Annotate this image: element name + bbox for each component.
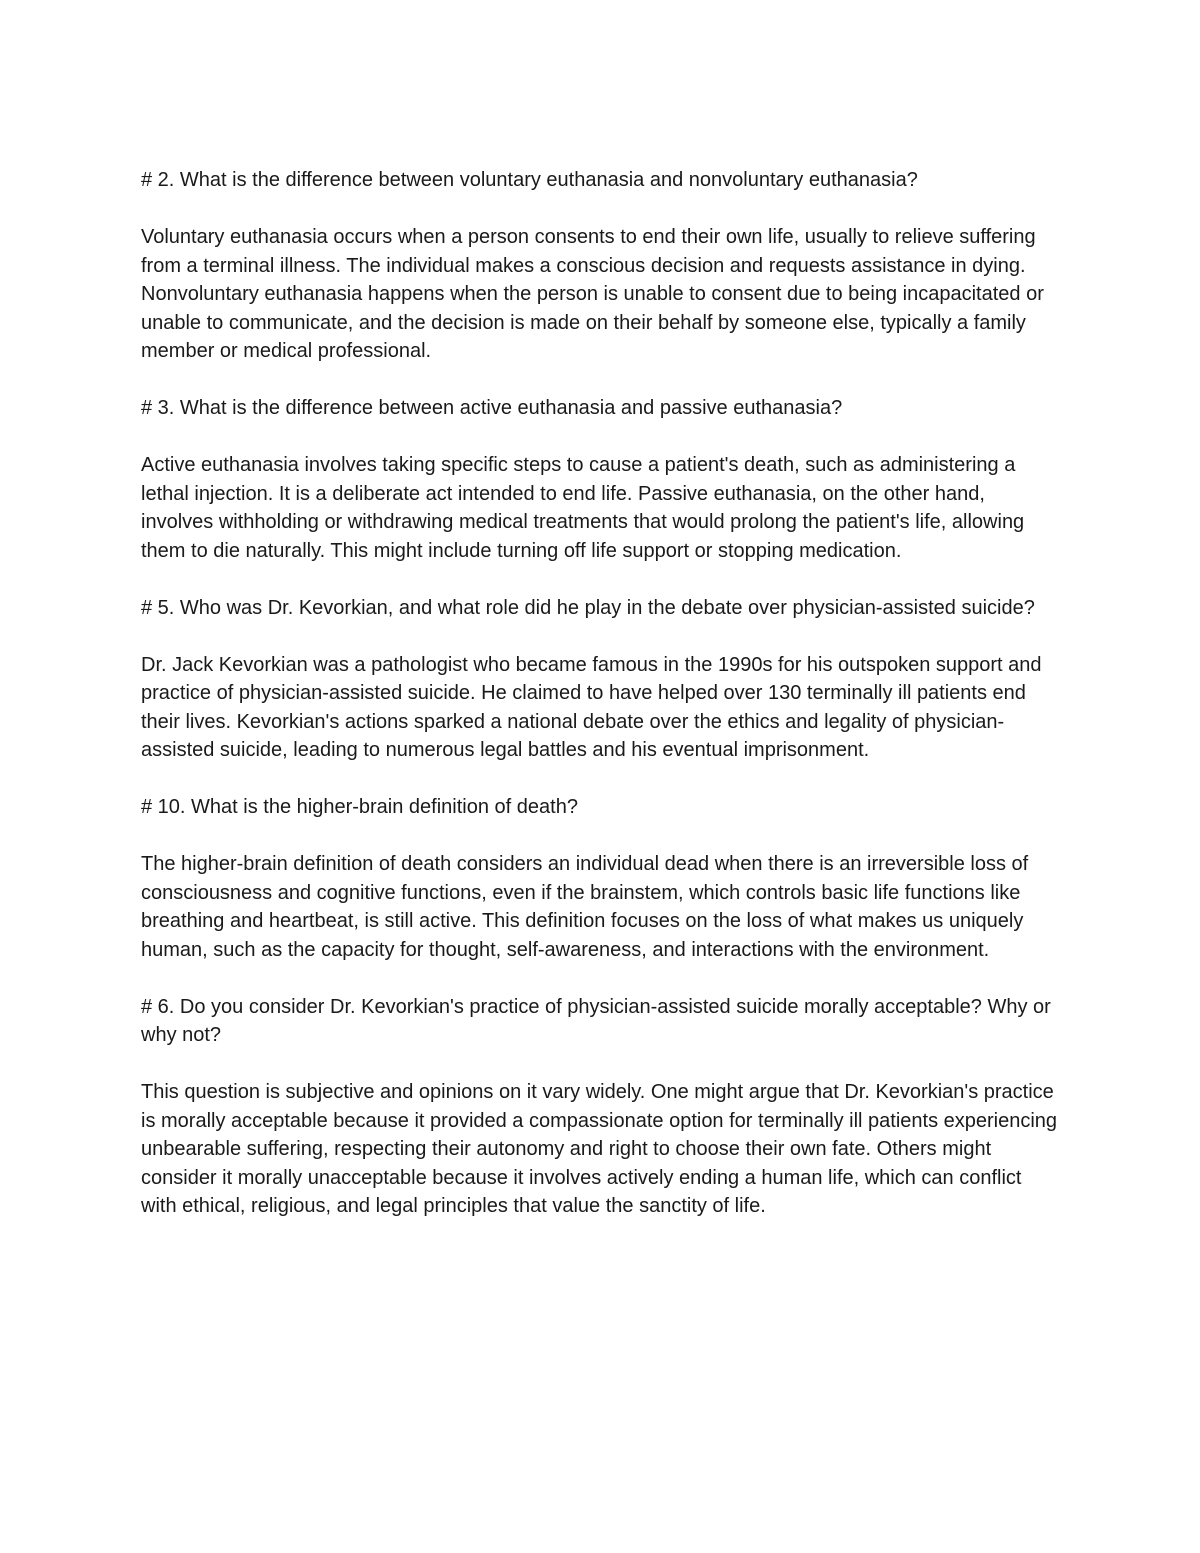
qa-item-10: [141, 793, 1061, 964]
answer-paragraph: Dr. Jack Kevorkian was a pathologist who became famous in the 1990s for his outspoken support and practice of physician-assisted suicide. He claimed to have helped over 130 terminally ill patients end their lives. Kevorkian's actions sparked a national debate over the ethics and legality of physician-assisted suicide, leading to numerous legal battles and his eventual imprisonment.: [141, 653, 1042, 761]
question-heading: # 10. What is the higher-brain definition of death?: [141, 796, 578, 818]
question-heading: # 5. Who was Dr. Kevorkian, and what role did he play in the debate over physician-assisted suicide?: [141, 596, 1035, 619]
qa-item-5: [141, 594, 1061, 765]
answer-paragraph: The higher-brain definition of death considers an individual dead when there is an irreversible loss of consciousness and cognitive functions, even if the brainstem, which controls basic life functions like breathing and heartbeat, is still active. This definition focuses on the loss of what makes us uniquely human, such as the capacity for thought, self-awareness, and interactions with the environment.: [141, 853, 1029, 961]
answer-paragraph: Voluntary euthanasia occurs when a person consents to end their own life, usually to relieve suffering from a terminal illness. The individual makes a conscious decision and requests assistance in dying. Nonvoluntary euthanasia happens when the person is unable to consent due to being incapacitated or unable to communicate, and the decision is made on their behalf by someone else, typically a family member or medical professional.: [141, 226, 1044, 362]
qa-item-3: [141, 394, 1061, 565]
qa-item-6: [141, 993, 1061, 1221]
document-page: [141, 166, 1061, 1249]
qa-item-2: [141, 166, 1061, 366]
question-heading: # 6. Do you consider Dr. Kevorkian's practice of physician-assisted suicide morally acceptable? Why or why not?: [141, 995, 1051, 1046]
answer-paragraph: Active euthanasia involves taking specific steps to cause a patient's death, such as administering a lethal injection. It is a deliberate act intended to end life. Passive euthanasia, on the other hand, involves withholding or withdrawing medical treatments that would prolong the patient's life, allowing them to die naturally. This might include turning off life support or stopping medication.: [141, 454, 1025, 562]
question-heading: # 2. What is the difference between voluntary euthanasia and nonvoluntary euthanasia?: [141, 169, 918, 191]
answer-paragraph: This question is subjective and opinions on it vary widely. One might argue that Dr. Kevorkian's practice is morally acceptable because it provided a compassionate option for terminally ill patients experiencing unbearable suffering, respecting their autonomy and right to choose their own fate. Others might consider it morally unacceptable because it involves actively ending a human life, which can conflict with ethical, religious, and legal principles that value the sanctity of life.: [141, 1081, 1058, 1217]
question-heading: # 3. What is the difference between active euthanasia and passive euthanasia?: [141, 397, 843, 419]
